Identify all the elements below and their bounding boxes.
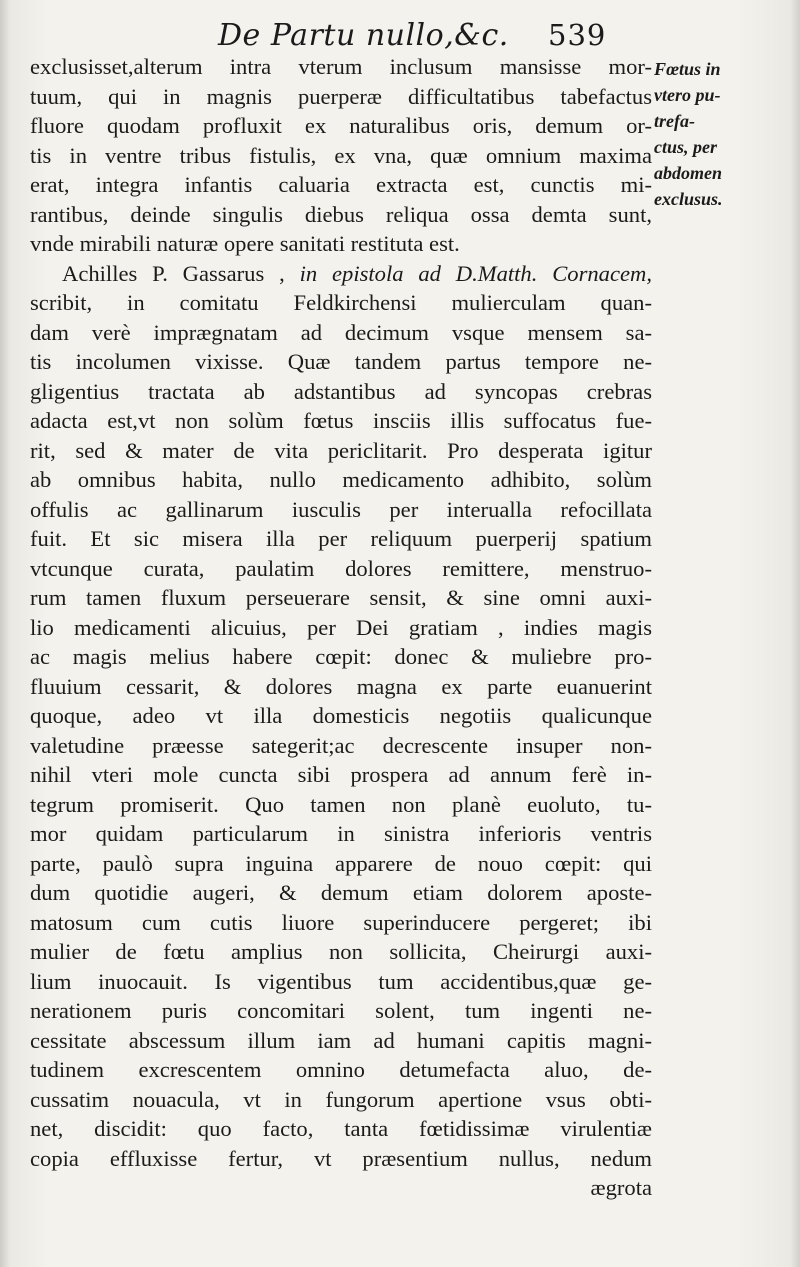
text-line: nihil vteri mole cuncta sibi prospera ad annum ferè in- bbox=[30, 762, 652, 787]
text-line: parte, paulò supra inguina apparere de nouo cœpit: qui bbox=[30, 850, 652, 876]
margin-note-line: trefa- bbox=[654, 111, 695, 131]
text-line: tis in ventre tribus fistulis, ex vna, quæ omnium maxima bbox=[30, 142, 652, 168]
text-line: tegrum promiserit. Quo tamen non planè euoluto, tu- bbox=[30, 791, 652, 817]
text-line: fluore quodam profluxit ex naturalibus oris, demum or- bbox=[30, 113, 652, 138]
text-line: tis incolumen vixisse. Quæ tandem partus tempore ne- bbox=[30, 349, 652, 374]
text-line: rantibus, deinde singulis diebus reliqua ossa demta sunt, bbox=[30, 201, 652, 227]
catchword: ægrota bbox=[590, 1175, 652, 1200]
source-citation: in epistola ad D.Matth. Cornacem, bbox=[299, 260, 652, 286]
page-header bbox=[0, 14, 800, 54]
text-line: lio medicamenti alicuius, per Dei gratiam , indies magis bbox=[30, 614, 652, 640]
text-line: rum tamen fluxum perseuerare sensit, & sine omni auxi- bbox=[30, 585, 652, 610]
author-reference: Achilles P. Gassarus , bbox=[62, 260, 300, 286]
text-line: scribit, in comitatu Feldkirchensi mulierculam quan- bbox=[30, 290, 652, 315]
text-line: ab omnibus habita, nullo medicamento adhibito, solùm bbox=[30, 467, 652, 492]
text-line: quoque, adeo vt illa domesticis negotiis qualicunque bbox=[30, 703, 652, 728]
running-title: De Partu nullo,&c. bbox=[218, 18, 509, 53]
text-line: dam verè imprægnatam ad decimum vsque mensem sa- bbox=[30, 319, 652, 345]
text-line: nerationem puris concomitari solent, tum ingenti ne- bbox=[30, 998, 652, 1023]
text-line: tuum, qui in magnis puerperæ difficultatibus tabefactus bbox=[30, 83, 652, 109]
text-line: fuit. Et sic misera illa per reliquum puerperij spatium bbox=[30, 526, 652, 551]
text-line: matosum cum cutis liuore superinducere pergeret; ibi bbox=[30, 909, 652, 935]
text-line: offulis ac gallinarum iusculis per interualla refocillata bbox=[30, 496, 652, 522]
text-line: erat, integra infantis caluaria extracta est, cunctis mi- bbox=[30, 172, 652, 197]
paragraph-opening-line bbox=[30, 259, 652, 289]
text-line: valetudine præesse sategerit;ac decrescente insuper non- bbox=[30, 732, 652, 758]
text-line: gligentius tractata ab adstantibus ad syncopas crebras bbox=[30, 378, 652, 404]
text-line: rit, sed & mater de vita periclitarit. Pro desperata igitur bbox=[30, 437, 652, 463]
text-line: cessitate abscessum illum iam ad humani capitis magni- bbox=[30, 1027, 652, 1053]
marginal-note bbox=[654, 56, 794, 212]
text-line: vtcunque curata, paulatim dolores remittere, menstruo- bbox=[30, 555, 652, 581]
margin-note-line: Fœtus in bbox=[654, 59, 721, 79]
text-line: lium inuocauit. Is vigentibus tum accidentibus,quæ ge- bbox=[30, 968, 652, 994]
main-text bbox=[30, 52, 652, 1203]
margin-note-line: exclusus. bbox=[654, 189, 723, 209]
text-line: copia effluxisse fertur, vt præsentium nullus, nedum bbox=[30, 1145, 652, 1171]
left-page-edge bbox=[0, 0, 10, 1267]
text-line: fluuium cessarit, & dolores magna ex parte euanuerint bbox=[30, 673, 652, 699]
margin-note-line: abdomen bbox=[654, 163, 723, 183]
text-line: mulier de fœtu amplius non sollicita, Cheirurgi auxi- bbox=[30, 939, 652, 964]
margin-note-line: vtero pu- bbox=[654, 85, 721, 105]
text-line: net, discidit: quo facto, tanta fœtidissimæ virulentiæ bbox=[30, 1116, 652, 1141]
text-line: exclusisset,alterum intra vterum inclusum mansisse mor- bbox=[30, 54, 652, 79]
text-line: mor quidam particularum in sinistra inferioris ventris bbox=[30, 821, 652, 846]
margin-note-line: ctus, per bbox=[654, 137, 717, 157]
page-number: 539 bbox=[548, 18, 607, 52]
text-line: vnde mirabili naturæ opere sanitati restituta est. bbox=[30, 231, 460, 256]
text-line: cussatim nouacula, vt in fungorum apertione vsus obti- bbox=[30, 1086, 652, 1112]
text-line: adacta est,vt non solùm fœtus insciis illis suffocatus fue- bbox=[30, 408, 652, 433]
text-line: ac magis melius habere cœpit: donec & muliebre pro- bbox=[30, 644, 652, 669]
text-line: dum quotidie augeri, & demum etiam dolorem aposte- bbox=[30, 880, 652, 905]
text-line: tudinem excrescentem omnino detumefacta aluo, de- bbox=[30, 1057, 652, 1082]
